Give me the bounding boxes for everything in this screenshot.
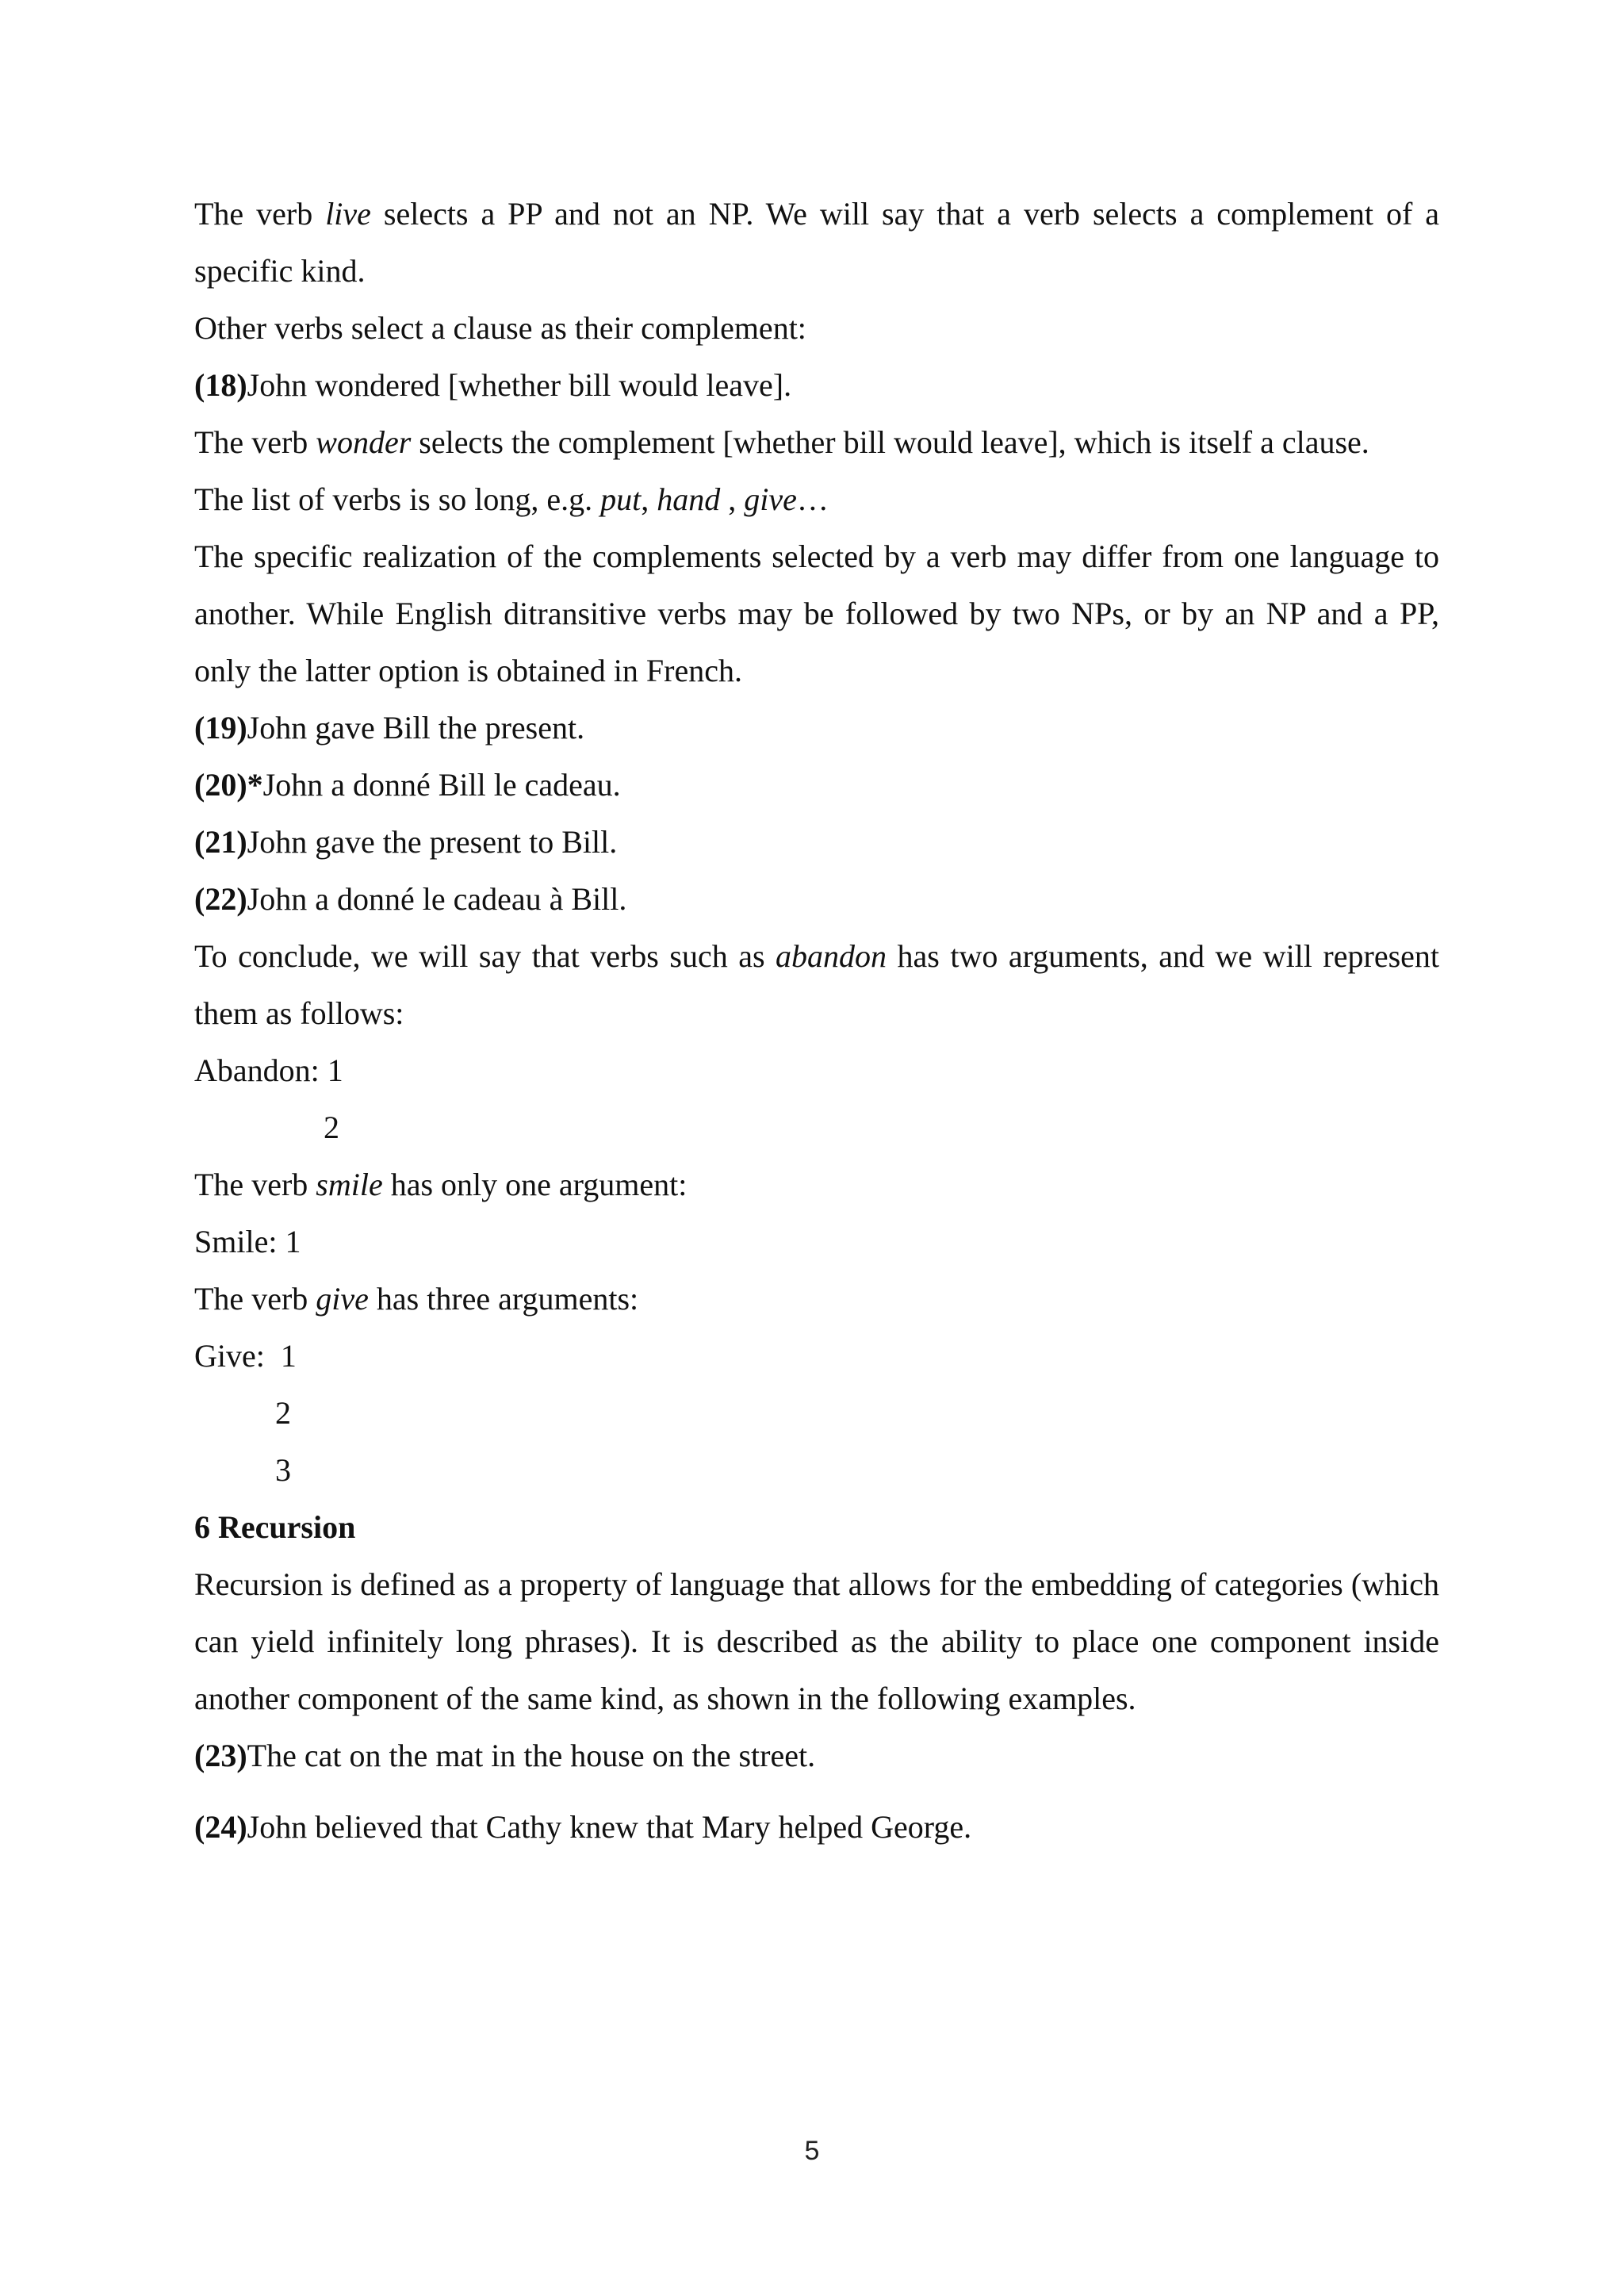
text-span: , — [720, 481, 745, 517]
text-span: … — [796, 481, 829, 517]
example-23 — [194, 1727, 1439, 1784]
example-text: John wondered [whether bill would leave]. — [247, 367, 792, 403]
text-span: The verb — [194, 1167, 316, 1202]
paragraph-give — [194, 1271, 1439, 1328]
italic-term: give — [316, 1281, 369, 1317]
italic-term: smile — [316, 1167, 383, 1202]
example-number: (22) — [194, 881, 247, 917]
example-21 — [194, 814, 1439, 871]
example-22 — [194, 871, 1439, 928]
example-text: John a donné le cadeau à Bill. — [247, 881, 627, 917]
example-number: (24) — [194, 1809, 247, 1845]
text-span: The list of verbs is so long, e.g. — [194, 481, 601, 517]
text-span: selects a PP and not an NP. We will say that a verb selects a complement of a specific kind. — [194, 196, 1439, 289]
paragraph-recursion-definition: Recursion is defined as a property of language that allows for the embedding of categories (which can yield infinitely long phrases). It is described as the ability to place one component inside another component of the same kind, as shown in the following examples. — [194, 1566, 1439, 1716]
paragraph-conclusion — [194, 928, 1439, 1042]
example-number: (20)* — [194, 767, 263, 803]
italic-term: abandon — [776, 938, 887, 974]
example-text: John believed that Cathy knew that Mary helped George. — [247, 1809, 972, 1845]
text-span: The verb — [194, 196, 326, 232]
give-argument-2: 2 — [275, 1395, 291, 1431]
text-span: has two arguments, and we will represent them as follows: — [194, 938, 1440, 1031]
smile-arguments-label: Smile: 1 — [194, 1224, 301, 1259]
text-span: has three arguments: — [368, 1281, 639, 1317]
example-text: The cat on the mat in the house on the street. — [247, 1738, 816, 1773]
italic-term: wonder — [316, 424, 412, 460]
example-text: John gave the present to Bill. — [247, 824, 618, 860]
paragraph-smile — [194, 1156, 1439, 1213]
paragraph-live-selects-pp — [194, 186, 1439, 300]
abandon-arguments-label: Abandon: 1 — [194, 1052, 343, 1088]
text-span: , — [641, 481, 657, 517]
paragraph-verb-list — [194, 471, 1439, 528]
text-span: The verb — [194, 424, 316, 460]
example-24 — [194, 1799, 1439, 1856]
paragraph-wonder — [194, 414, 1439, 471]
page-number: 5 — [804, 2136, 820, 2166]
example-number: (21) — [194, 824, 247, 860]
text-span: has only one argument: — [382, 1167, 688, 1202]
abandon-argument-2: 2 — [324, 1110, 339, 1145]
example-number: (19) — [194, 710, 247, 746]
text-span: To conclude, we will say that verbs such as — [194, 938, 776, 974]
example-18 — [194, 357, 1439, 414]
paragraph-clause-complement: Other verbs select a clause as their complement: — [194, 310, 806, 346]
text-span: The verb — [194, 1281, 316, 1317]
example-20 — [194, 757, 1439, 814]
example-text: John a donné Bill le cadeau. — [262, 767, 621, 803]
example-number: (23) — [194, 1738, 247, 1773]
italic-term: hand — [657, 481, 721, 517]
italic-term: live — [325, 196, 371, 232]
example-19 — [194, 700, 1439, 757]
give-argument-3: 3 — [275, 1452, 291, 1488]
example-number: (18) — [194, 367, 247, 403]
give-arguments-label: Give: 1 — [194, 1338, 297, 1374]
paragraph-ditransitive: The specific realization of the complements selected by a verb may differ from one language to another. While English ditransitive verbs may be followed by two NPs, or by an NP and a PP, only the latter option is obtained in French. — [194, 539, 1439, 688]
section-heading: 6 Recursion — [194, 1509, 356, 1545]
example-text: John gave Bill the present. — [247, 710, 585, 746]
page-content — [194, 186, 1439, 1856]
italic-term: give — [744, 481, 797, 517]
italic-term: put — [600, 481, 642, 517]
text-span: selects the complement [whether bill would leave], which is itself a clause. — [411, 424, 1369, 460]
